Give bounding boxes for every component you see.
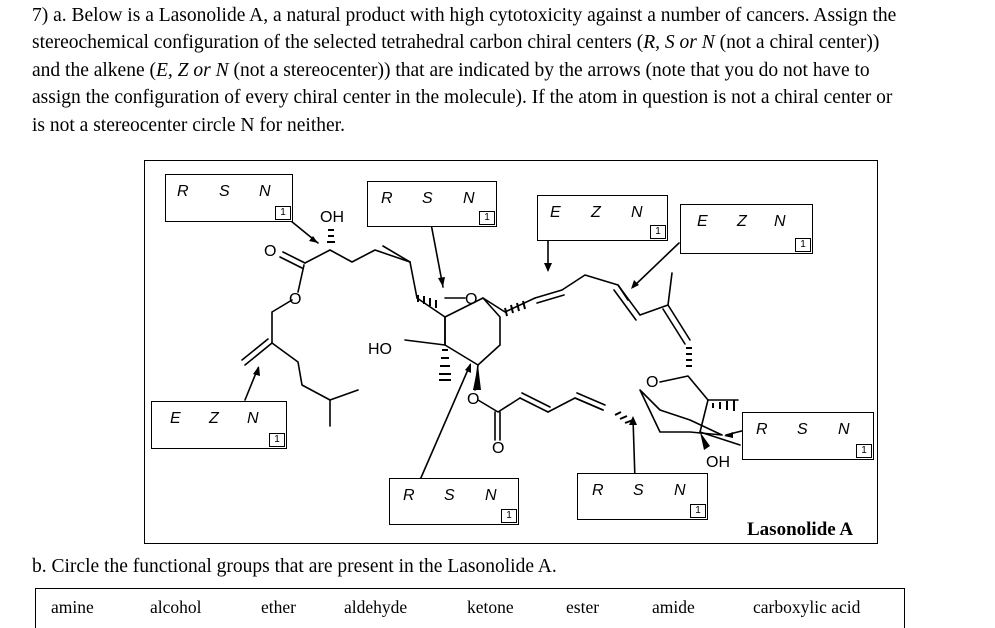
answer-box-chiral-pyran-top — [367, 181, 497, 227]
answer-box-alkene-left — [151, 401, 287, 449]
fg-ketone[interactable]: ketone — [467, 597, 514, 617]
option-n[interactable]: N — [259, 183, 271, 200]
hash-bond — [686, 348, 692, 366]
hash-bond — [439, 350, 451, 380]
box-number: 1 — [269, 433, 285, 447]
bond — [405, 340, 445, 345]
answer-box-chiral-right — [742, 412, 874, 460]
fg-amine[interactable]: amine — [51, 597, 94, 617]
bond — [298, 265, 304, 292]
question-line-italic: E, Z or N — [155, 59, 229, 81]
option-e[interactable]: E — [697, 213, 708, 230]
question-line: assign the configuration of every chiral center in the molecule). If the atom in question is not a chiral center or — [32, 87, 893, 109]
question-line-italic: R, S or N — [643, 32, 715, 54]
ring-bond — [640, 390, 722, 435]
arrow-line — [633, 243, 679, 287]
box-number: 1 — [795, 238, 811, 252]
bond — [410, 262, 417, 298]
question-line: (not a stereocenter)) that are indicated by the arrows (note that you do not have to — [228, 59, 870, 81]
bond — [272, 343, 358, 400]
answer-box-alkene-right — [680, 204, 813, 254]
alkene-bond — [575, 398, 603, 410]
option-n[interactable]: N — [463, 190, 475, 207]
option-e[interactable]: E — [550, 204, 561, 221]
option-r[interactable]: R — [592, 482, 604, 499]
alkene-bond — [577, 393, 605, 405]
answer-box-alkene-middle — [537, 195, 668, 241]
fg-carboxylic-acid[interactable]: carboxylic acid — [753, 597, 861, 617]
ring-bond — [445, 298, 500, 365]
atom-label-o: O — [465, 291, 478, 308]
part-b-prompt: b. Circle the functional groups that are present in the Lasonolide A. — [32, 556, 557, 577]
bond — [640, 273, 672, 315]
box-number: 1 — [479, 211, 495, 225]
option-s[interactable]: S — [219, 183, 230, 200]
carbonyl-bond — [280, 257, 302, 268]
question-line: and the alkene ( — [32, 59, 156, 81]
hash-bond — [615, 412, 633, 423]
alkene-bond — [522, 393, 550, 407]
option-n[interactable]: N — [674, 482, 686, 499]
box-number: 1 — [650, 225, 666, 239]
bond — [483, 298, 535, 312]
fg-amide[interactable]: amide — [652, 597, 695, 617]
atom-label-o: O — [646, 374, 659, 391]
fg-ether[interactable]: ether — [261, 597, 296, 617]
arrow-head — [253, 366, 260, 376]
bond — [660, 376, 708, 432]
arrow-head — [465, 363, 471, 373]
arrow-head — [544, 263, 552, 272]
fg-alcohol[interactable]: alcohol — [150, 597, 202, 617]
option-s[interactable]: S — [422, 190, 433, 207]
atom-label-ho: HO — [368, 341, 392, 358]
option-z[interactable]: Z — [591, 204, 601, 221]
option-n[interactable]: N — [485, 487, 497, 504]
option-n[interactable]: N — [838, 421, 850, 438]
answer-box-chiral-c13 — [165, 174, 293, 222]
option-s[interactable]: S — [633, 482, 644, 499]
box-number: 1 — [690, 504, 706, 518]
atom-label-o: O — [289, 291, 302, 308]
option-z[interactable]: Z — [737, 213, 747, 230]
hash-bond — [418, 295, 436, 308]
arrow-head — [438, 277, 445, 287]
alkene-bond — [520, 398, 548, 412]
box-number: 1 — [501, 509, 517, 523]
atom-label-o: O — [492, 440, 505, 457]
option-n[interactable]: N — [247, 410, 259, 427]
molecule-name: Lasonolide A — [747, 519, 854, 540]
fg-ester[interactable]: ester — [566, 597, 600, 617]
bond — [478, 398, 520, 412]
box-number: 1 — [275, 206, 291, 220]
atom-label-o: O — [467, 391, 480, 408]
arrow-line — [420, 365, 470, 480]
hash-bond — [327, 230, 335, 242]
question-line: stereochemical configuration of the selected tetrahedral carbon chiral centers ( — [32, 32, 644, 54]
option-r[interactable]: R — [403, 487, 415, 504]
option-e[interactable]: E — [170, 410, 181, 427]
hash-bond — [713, 400, 734, 411]
question-line: 7) a. Below is a Lasonolide A, a natural product with high cytotoxicity against a number of cancers. Assign the — [32, 5, 897, 26]
answer-box-chiral-bottom-left — [389, 478, 519, 525]
fg-aldehyde[interactable]: aldehyde — [344, 597, 408, 617]
option-s[interactable]: S — [444, 487, 455, 504]
option-r[interactable]: R — [381, 190, 393, 207]
atom-label-o: O — [264, 243, 277, 260]
arrow-line — [633, 418, 635, 480]
box-number: 1 — [856, 444, 872, 458]
atom-label-oh: OH — [320, 209, 344, 226]
option-n[interactable]: N — [631, 204, 643, 221]
answer-box-chiral-bottom-middle — [577, 473, 708, 520]
option-r[interactable]: R — [756, 421, 768, 438]
carbonyl-bond — [283, 252, 305, 263]
question-line: is not a stereocenter circle N for neither. — [32, 114, 345, 136]
atom-label-oh: OH — [706, 454, 730, 471]
option-z[interactable]: Z — [209, 410, 219, 427]
option-s[interactable]: S — [797, 421, 808, 438]
question-line: (not a chiral center)) — [714, 32, 880, 54]
option-r[interactable]: R — [177, 183, 189, 200]
option-n[interactable]: N — [774, 213, 786, 230]
